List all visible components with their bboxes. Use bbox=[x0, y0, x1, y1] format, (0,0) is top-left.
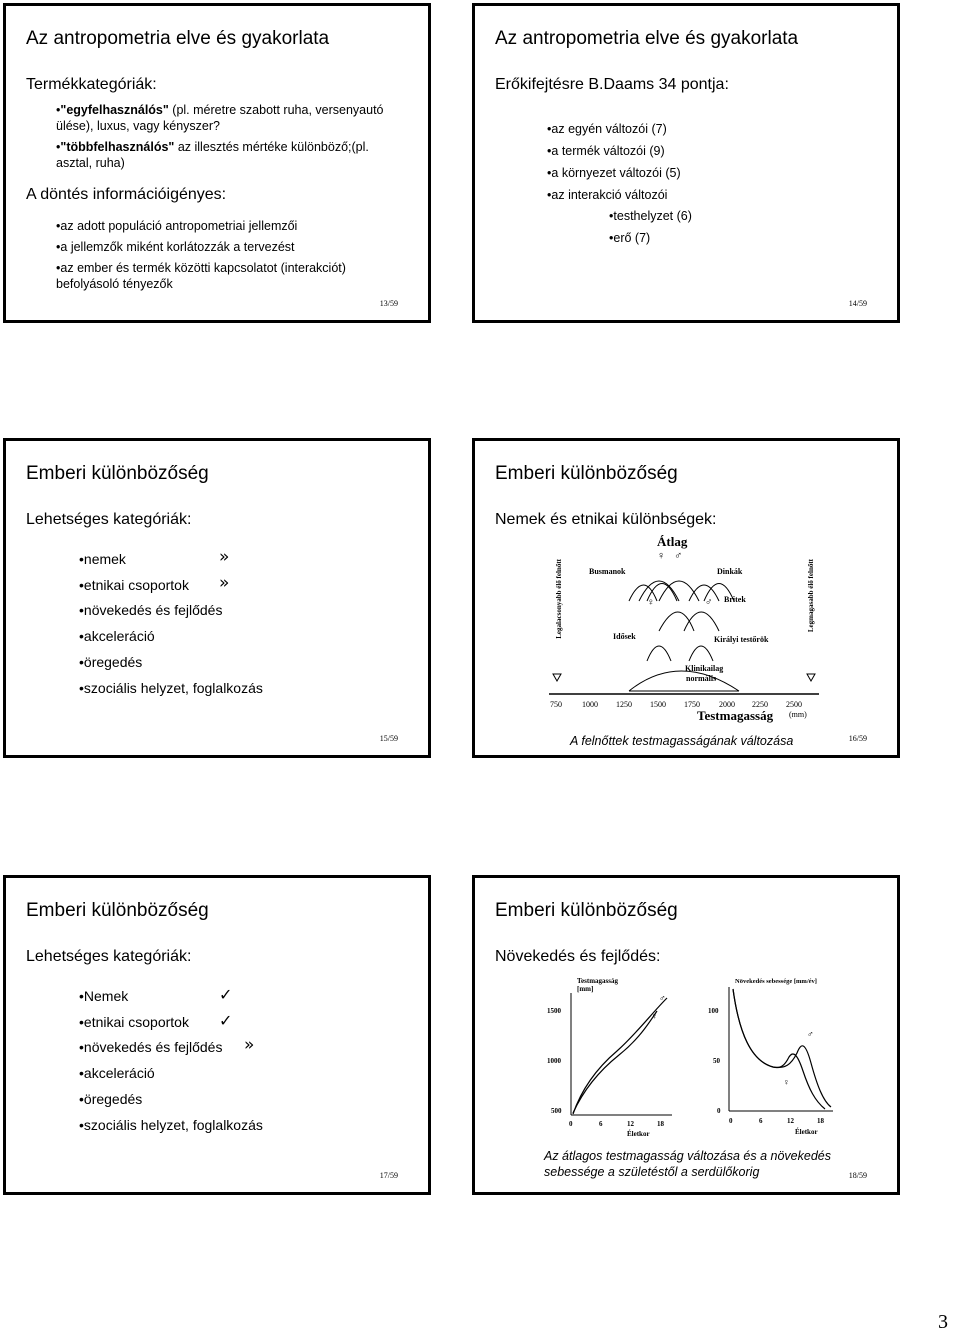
svg-text:18: 18 bbox=[657, 1120, 664, 1128]
female-symbol: ♀ bbox=[647, 597, 655, 608]
sub-bullet-item: •testhelyzet (6) bbox=[609, 209, 692, 223]
growth-velocity-chart bbox=[703, 973, 843, 1143]
svg-text:Életkor: Életkor bbox=[627, 1130, 650, 1138]
slide-page-number: 14/59 bbox=[848, 299, 867, 308]
svg-text:1500: 1500 bbox=[547, 1007, 561, 1015]
svg-text:♀: ♀ bbox=[783, 1077, 790, 1087]
svg-text:6: 6 bbox=[759, 1117, 763, 1125]
document-page-number: 3 bbox=[938, 1311, 948, 1333]
slide-title: Emberi különbözőség bbox=[26, 463, 209, 484]
bullet-item: •öregedés bbox=[79, 1091, 143, 1107]
svg-text:Növekedés sebessége [mm/év]: Növekedés sebessége [mm/év] bbox=[735, 978, 817, 985]
bullet-item: •akceleráció bbox=[79, 628, 155, 644]
x-axis-label: Testmagasság bbox=[697, 708, 774, 723]
kiralyi-testorok-label: Királyi testőrök bbox=[714, 635, 769, 644]
checkmark-icon: ✓ bbox=[219, 985, 233, 1004]
idosek-label: Idősek bbox=[613, 632, 636, 641]
svg-text:750: 750 bbox=[550, 700, 562, 709]
bullet-item: •szociális helyzet, foglalkozás bbox=[79, 680, 263, 696]
bullet-item: •a termék változói (9) bbox=[547, 144, 665, 158]
slide-subtitle: Nemek és etnikai különbségek: bbox=[495, 511, 717, 528]
bullet-item: •"többfelhasználós" az illesztés mértéke különböző;(pl. asztal, ruha) bbox=[56, 140, 369, 170]
slide-16 bbox=[472, 438, 900, 758]
bullet-item: •akceleráció bbox=[79, 1065, 155, 1081]
slide-title: Emberi különbözőség bbox=[495, 900, 678, 921]
svg-text:18: 18 bbox=[817, 1117, 824, 1125]
svg-text:Életkor: Életkor bbox=[795, 1128, 818, 1136]
slide-15 bbox=[3, 438, 431, 758]
slide-page-number: 16/59 bbox=[848, 734, 867, 743]
slide-subtitle: Termékkategóriák: bbox=[26, 76, 157, 93]
bullet-item: •az egyén változói (7) bbox=[547, 122, 667, 136]
bullet-item: •az adott populáció antropometriai jellemzői bbox=[56, 219, 298, 233]
bullet-item: •Nemek bbox=[79, 988, 129, 1004]
svg-text:1250: 1250 bbox=[616, 700, 632, 709]
svg-text:♂: ♂ bbox=[807, 1029, 814, 1039]
bullet-item: •nemek bbox=[79, 551, 126, 567]
right-axis-label: Legmagasabb élő felnőtt bbox=[807, 559, 815, 633]
male-symbol: ♂ bbox=[674, 550, 683, 562]
atlag-label: Átlag bbox=[657, 534, 688, 549]
female-symbol: ♀ bbox=[657, 550, 666, 562]
bullet-item: •az ember és termék közötti kapcsolatot (interakciót) befolyásoló tényezők bbox=[56, 261, 346, 291]
bullet-item: •a környezet változói (5) bbox=[547, 166, 681, 180]
svg-text:1750: 1750 bbox=[684, 700, 700, 709]
svg-text:500: 500 bbox=[551, 1107, 562, 1115]
bullet-item: •szociális helyzet, foglalkozás bbox=[79, 1117, 263, 1133]
slide-page-number: 15/59 bbox=[379, 734, 398, 743]
slide-subtitle: Erőkifejtésre B.Daams 34 pontja: bbox=[495, 76, 729, 93]
bullet-item: •növekedés és fejlődés bbox=[79, 602, 223, 618]
sub-bullet-item: •erő (7) bbox=[609, 231, 651, 245]
svg-text:1000: 1000 bbox=[582, 700, 598, 709]
unit-label: (mm) bbox=[789, 710, 807, 719]
klinikailag-label: Klinikailag bbox=[685, 664, 724, 673]
svg-text:50: 50 bbox=[713, 1057, 720, 1065]
svg-text:♀: ♀ bbox=[651, 1011, 658, 1021]
svg-text:1000: 1000 bbox=[547, 1057, 561, 1065]
svg-text:Testmagasság: Testmagasság bbox=[577, 977, 618, 985]
normalis-label: normális bbox=[686, 674, 717, 683]
chevron-icon: » bbox=[244, 1035, 255, 1055]
svg-text:2000: 2000 bbox=[719, 700, 735, 709]
checkmark-icon: ✓ bbox=[219, 1011, 233, 1030]
bullet-item: •öregedés bbox=[79, 654, 143, 670]
slide-page-number: 18/59 bbox=[848, 1171, 867, 1180]
svg-text:100: 100 bbox=[708, 1007, 719, 1015]
dinkak-label: Dinkák bbox=[717, 567, 743, 576]
left-axis-label: Legalacsonyabb élő felnőtt bbox=[555, 559, 563, 639]
chevron-icon: » bbox=[219, 573, 230, 593]
svg-text:0: 0 bbox=[569, 1120, 573, 1128]
slide-13 bbox=[3, 3, 431, 323]
male-symbol: ♂ bbox=[705, 597, 713, 608]
slide-subtitle: Lehetséges kategóriák: bbox=[26, 511, 192, 528]
svg-text:2250: 2250 bbox=[752, 700, 768, 709]
svg-text:0: 0 bbox=[729, 1117, 733, 1125]
slide-title: Az antropometria elve és gyakorlata bbox=[26, 28, 330, 49]
figure-caption: Az átlagos testmagasság változása és a növekedés sebessége a születéstől a serdülőkorig bbox=[544, 1149, 831, 1179]
slide-page-number: 17/59 bbox=[379, 1171, 398, 1180]
britek-label: Britek bbox=[724, 595, 746, 604]
bullet-item: •etnikai csoportok bbox=[79, 577, 189, 593]
figure-caption: A felnőttek testmagasságának változása bbox=[570, 734, 794, 748]
slide-18 bbox=[472, 875, 900, 1195]
slide-17 bbox=[3, 875, 431, 1195]
slide-14 bbox=[472, 3, 900, 323]
height-growth-chart bbox=[537, 973, 677, 1143]
slide-subtitle: Lehetséges kategóriák: bbox=[26, 948, 192, 965]
slide-subtitle: Növekedés és fejlődés: bbox=[495, 948, 661, 965]
svg-text:0: 0 bbox=[717, 1107, 721, 1115]
slide-page-number: 13/59 bbox=[379, 299, 398, 308]
section-heading: A döntés információigényes: bbox=[26, 186, 227, 203]
svg-text:12: 12 bbox=[787, 1117, 794, 1125]
busmanok-label: Busmanok bbox=[589, 567, 626, 576]
bullet-item: •növekedés és fejlődés bbox=[79, 1039, 223, 1055]
chevron-icon: » bbox=[219, 547, 230, 567]
svg-text:♂: ♂ bbox=[659, 993, 666, 1003]
bullet-item: •az interakció változói bbox=[547, 188, 668, 202]
svg-text:2500: 2500 bbox=[786, 700, 802, 709]
bullet-item: •a jellemzők miként korlátozzák a tervezést bbox=[56, 240, 295, 254]
svg-text:1500: 1500 bbox=[650, 700, 666, 709]
slide-title: Emberi különbözőség bbox=[495, 463, 678, 484]
height-distribution-figure bbox=[539, 531, 829, 726]
svg-text:6: 6 bbox=[599, 1120, 603, 1128]
svg-text:[mm]: [mm] bbox=[577, 985, 594, 993]
svg-text:12: 12 bbox=[627, 1120, 634, 1128]
slide-title: Az antropometria elve és gyakorlata bbox=[495, 28, 799, 49]
slide-title: Emberi különbözőség bbox=[26, 900, 209, 921]
bullet-item: •etnikai csoportok bbox=[79, 1014, 189, 1030]
bullet-item: •"egyfelhasználós" (pl. méretre szabott ruha, versenyautó ülése), luxus, vagy kényszer? bbox=[56, 103, 384, 133]
